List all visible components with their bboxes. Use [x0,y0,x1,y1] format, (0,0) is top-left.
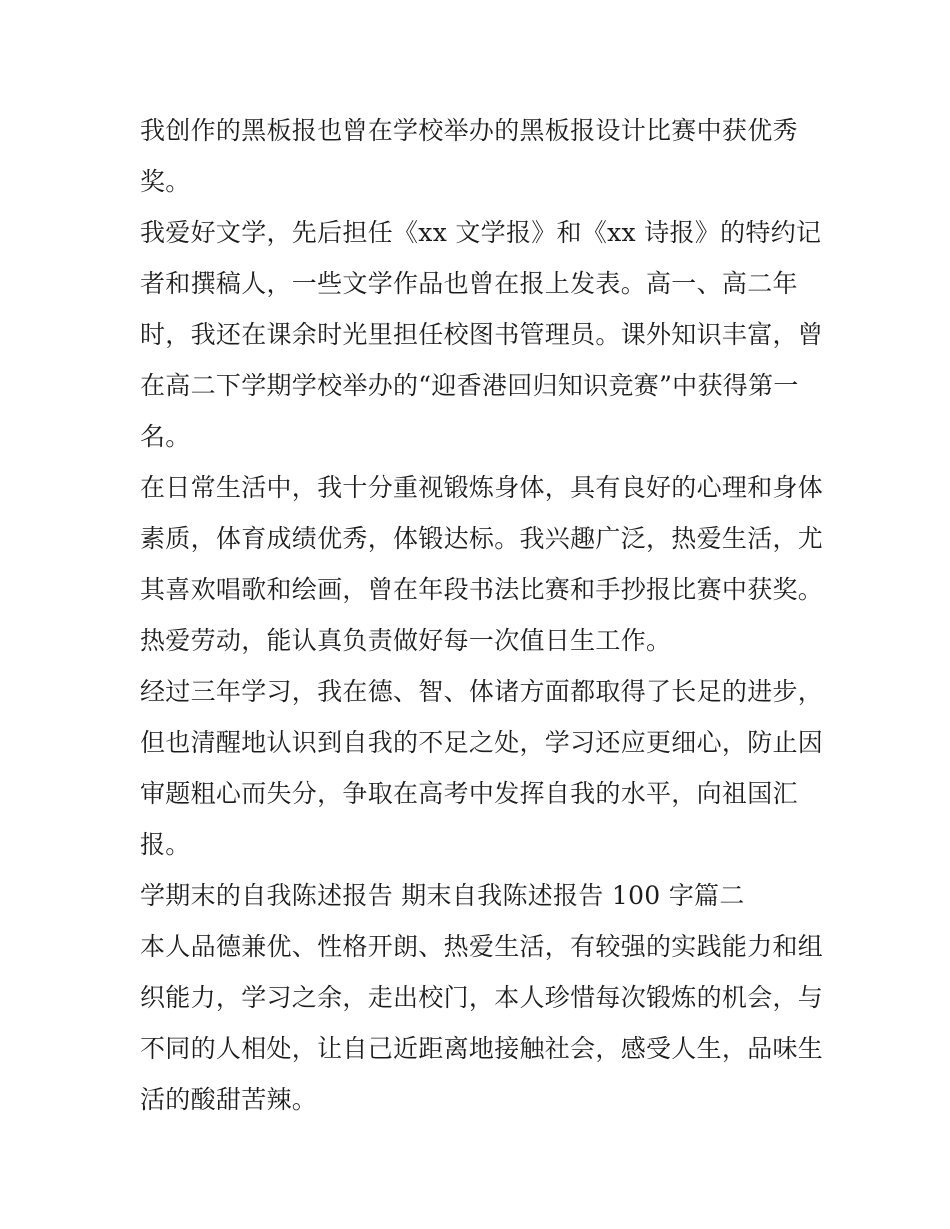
text-line: 本人品德兼优、性格开朗、热爱生活，有较强的实践能力和组 [140,932,824,961]
text-line: 热爱劳动，能认真负责做好每一次值日生工作。 [140,626,672,655]
section-heading: 学期末的自我陈述报告 期末自我陈述报告 100 字篇二 [140,881,745,910]
text-line: 我创作的黑板报也曾在学校举办的黑板报设计比赛中获优秀 [140,116,798,145]
text-line: 素质，体育成绩优秀，体锻达标。我兴趣广泛，热爱生活，尤 [140,524,824,553]
text-line: 我爱好文学，先后担任《xx 文学报》和《xx 诗报》的特约记 [140,218,822,247]
text-line: 报。 [140,830,191,859]
document-body [140,105,824,1125]
text-line: 奖。 [140,167,191,196]
text-line: 经过三年学习，我在德、智、体诸方面都取得了长足的进步， [140,677,824,706]
text-line: 时，我还在课余时光里担任校图书管理员。课外知识丰富，曾 [140,320,824,349]
text-line: 但也清醒地认识到自我的不足之处，学习还应更细心，防止因 [140,728,824,757]
text-line: 不同的人相处，让自己近距离地接触社会，感受人生，品味生 [140,1034,824,1063]
text-line: 审题粗心而失分，争取在高考中发挥自我的水平，向祖国汇 [140,779,798,808]
text-line: 在高二下学期学校举办的“迎香港回归知识竞赛”中获得第一 [140,371,799,400]
text-line: 其喜欢唱歌和绘画，曾在年段书法比赛和手抄报比赛中获奖。 [140,575,824,604]
text-line: 织能力，学习之余，走出校门，本人珍惜每次锻炼的机会，与 [140,983,824,1012]
text-line: 者和撰稿人，一些文学作品也曾在报上发表。高一、高二年 [140,269,798,298]
text-line: 在日常生活中，我十分重视锻炼身体，具有良好的心理和身体 [140,473,824,502]
text-line: 名。 [140,422,191,451]
text-line: 活的酸甜苦辣。 [140,1085,318,1114]
